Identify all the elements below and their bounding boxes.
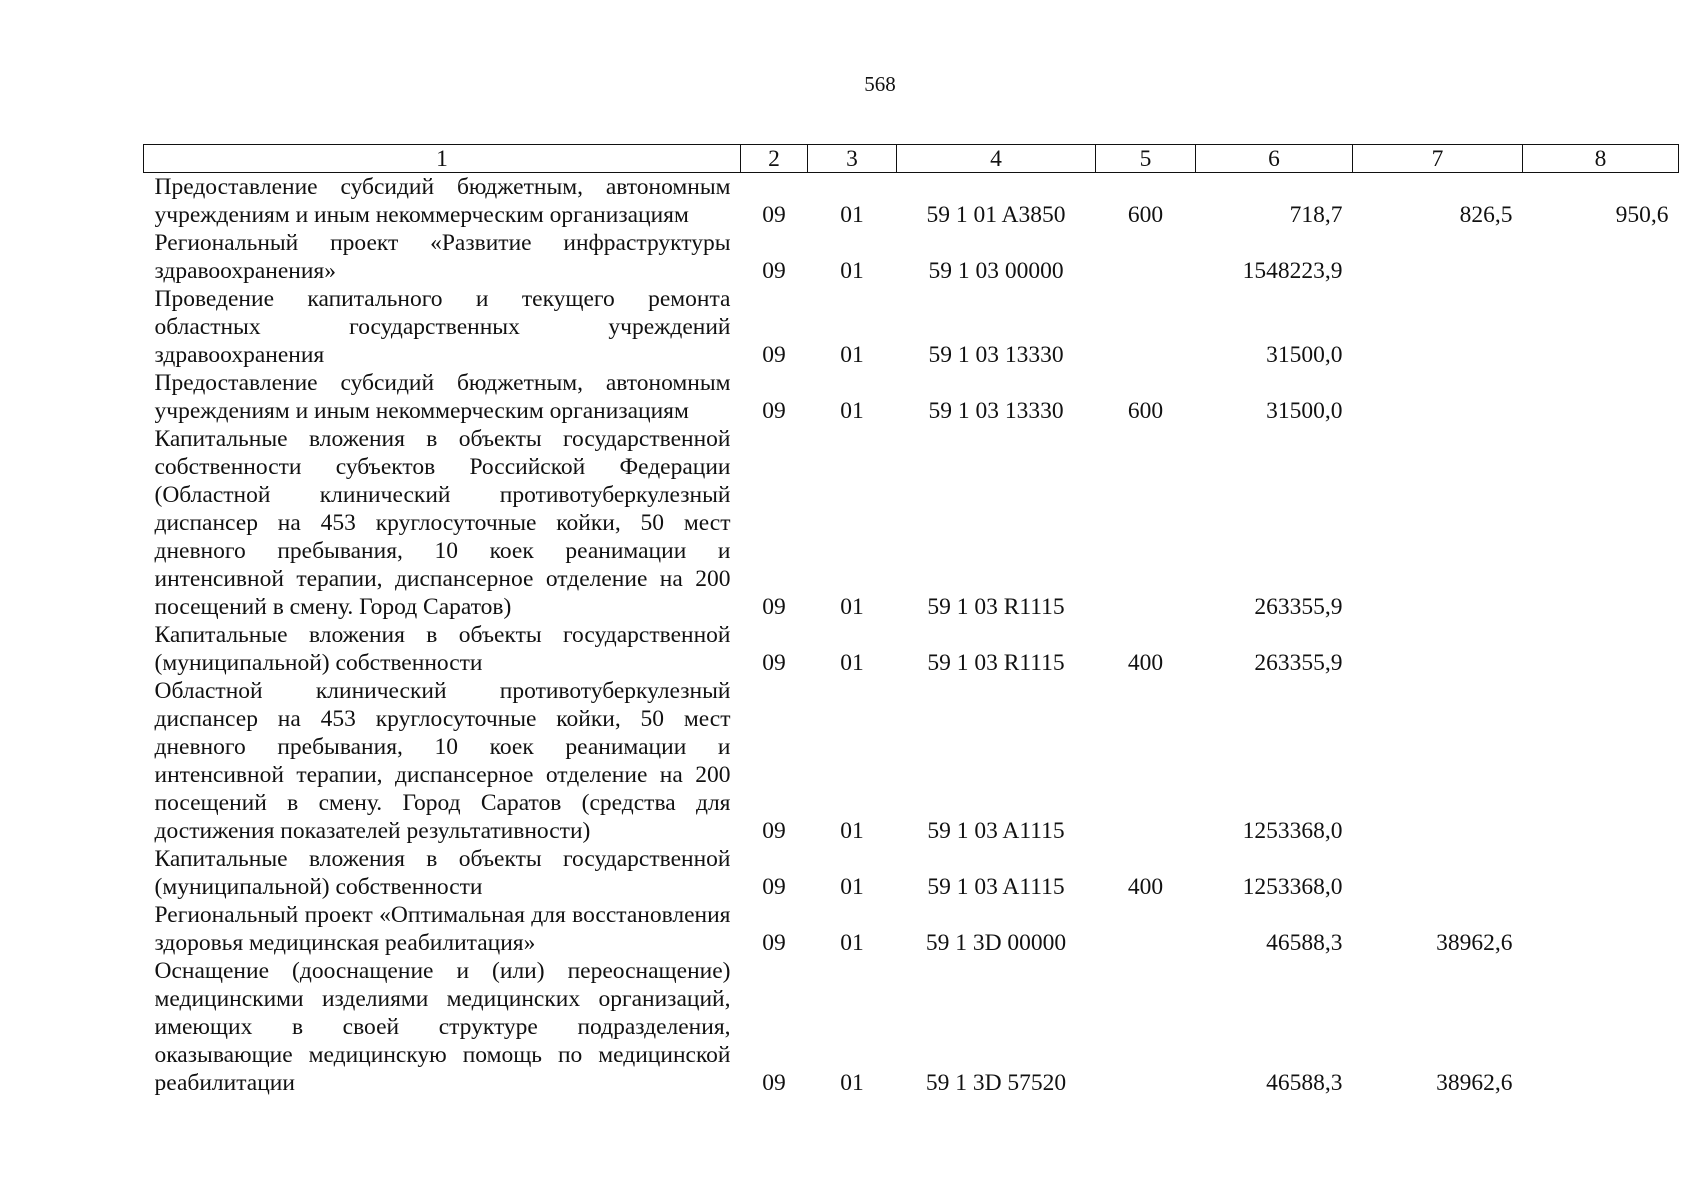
row-expense-type: 400 xyxy=(1127,874,1164,900)
table-row xyxy=(144,425,1679,621)
row-section-code: 09 xyxy=(762,1070,786,1096)
page-number: 568 xyxy=(864,72,896,96)
row-description: Проведение капитального и текущего ремонта областных государственных учреждений здравоохранения xyxy=(154,286,731,368)
table-row xyxy=(144,285,1679,369)
row-section-code: 09 xyxy=(762,650,786,676)
row-description: Региональный проект «Оптимальная для восстановления здоровья медицинская реабилитация» xyxy=(154,902,731,956)
row-section-code: 09 xyxy=(762,258,786,284)
row-section-code: 09 xyxy=(762,930,786,956)
table-row xyxy=(144,957,1679,1097)
row-amount-col8 xyxy=(1523,369,1679,425)
row-target-article: 59 1 03 13330 xyxy=(928,342,1064,368)
row-amount-col7: 826,5 xyxy=(1459,202,1513,228)
table-header xyxy=(144,145,1679,173)
row-amount-col6: 718,7 xyxy=(1289,202,1343,228)
budget-table xyxy=(143,144,1679,1097)
row-section-code: 09 xyxy=(762,202,786,228)
row-description: Предоставление субсидий бюджетным, автономным учреждениям и иным некоммерческим организациям xyxy=(154,370,731,424)
row-expense-type xyxy=(1096,229,1196,285)
column-number-7: 7 xyxy=(1353,145,1523,173)
row-subsection-code: 01 xyxy=(840,202,864,228)
row-amount-col7 xyxy=(1353,229,1523,285)
row-target-article: 59 1 03 A1115 xyxy=(927,874,1065,900)
row-amount-col6: 1253368,0 xyxy=(1242,874,1343,900)
row-subsection-code: 01 xyxy=(840,650,864,676)
row-amount-col8 xyxy=(1523,845,1679,901)
table-row xyxy=(144,229,1679,285)
row-amount-col7 xyxy=(1353,845,1523,901)
row-subsection-code: 01 xyxy=(840,342,864,368)
row-amount-col6: 31500,0 xyxy=(1266,342,1343,368)
row-amount-col8 xyxy=(1523,901,1679,957)
row-amount-col6: 46588,3 xyxy=(1266,930,1343,956)
row-amount-col7 xyxy=(1353,425,1523,621)
row-target-article: 59 1 03 R1115 xyxy=(927,594,1065,620)
row-amount-col6: 263355,9 xyxy=(1254,594,1343,620)
row-target-article: 59 1 03 00000 xyxy=(928,258,1064,284)
row-description: Капитальные вложения в объекты государственной собственности субъектов Российской Федерации (Областной клинический противотуберкулезный диспансер на 453 круглосуточные койки, 50 мест дневного пребывания, 10 коек реанимации и интенсивной терапии, диспансерное отделение на 200 посещений в смену. Город Саратов) xyxy=(154,426,731,620)
row-amount-col7: 38962,6 xyxy=(1436,1070,1513,1096)
row-amount-col8: 950,6 xyxy=(1615,202,1669,228)
row-amount-col6: 31500,0 xyxy=(1266,398,1343,424)
row-target-article: 59 1 03 13330 xyxy=(928,398,1064,424)
row-amount-col7 xyxy=(1353,621,1523,677)
row-description: Областной клинический противотуберкулезный диспансер на 453 круглосуточные койки, 50 мест дневного пребывания, 10 коек реанимации и интенсивной терапии, диспансерное отделение на 200 посещений в смену. Город Саратов (средства для достижения показателей результативности) xyxy=(154,678,731,844)
table-row xyxy=(144,173,1679,230)
row-amount-col8 xyxy=(1523,425,1679,621)
column-number-8: 8 xyxy=(1523,145,1679,173)
row-subsection-code: 01 xyxy=(840,258,864,284)
row-subsection-code: 01 xyxy=(840,818,864,844)
row-description: Капитальные вложения в объекты государственной (муниципальной) собственности xyxy=(154,846,731,900)
header-row xyxy=(144,145,1679,173)
row-section-code: 09 xyxy=(762,398,786,424)
row-amount-col6: 1253368,0 xyxy=(1242,818,1343,844)
table-row xyxy=(144,677,1679,845)
row-description: Региональный проект «Развитие инфраструктуры здравоохранения» xyxy=(154,230,731,284)
row-amount-col6: 263355,9 xyxy=(1254,650,1343,676)
row-target-article: 59 1 3D 00000 xyxy=(925,930,1067,956)
row-section-code: 09 xyxy=(762,594,786,620)
row-amount-col6: 46588,3 xyxy=(1266,1070,1343,1096)
row-section-code: 09 xyxy=(762,818,786,844)
row-description: Капитальные вложения в объекты государственной (муниципальной) собственности xyxy=(154,622,731,676)
row-description: Предоставление субсидий бюджетным, автономным учреждениям и иным некоммерческим организациям xyxy=(154,174,731,228)
column-number-6: 6 xyxy=(1196,145,1353,173)
row-amount-col8 xyxy=(1523,957,1679,1097)
row-expense-type: 600 xyxy=(1127,398,1164,424)
row-subsection-code: 01 xyxy=(840,930,864,956)
column-number-1: 1 xyxy=(144,145,741,173)
row-section-code: 09 xyxy=(762,874,786,900)
row-target-article: 59 1 03 A1115 xyxy=(927,818,1065,844)
table-row xyxy=(144,845,1679,901)
row-amount-col8 xyxy=(1523,621,1679,677)
row-amount-col7 xyxy=(1353,285,1523,369)
row-description: Оснащение (дооснащение и (или) переоснащение) медицинскими изделиями медицинских организаций, имеющих в своей структуре подразделения, оказывающие медицинскую помощь по медицинской реабилитации xyxy=(154,958,731,1096)
row-amount-col7: 38962,6 xyxy=(1436,930,1513,956)
row-amount-col8 xyxy=(1523,285,1679,369)
table-row xyxy=(144,901,1679,957)
row-amount-col6: 1548223,9 xyxy=(1242,258,1343,284)
row-amount-col8 xyxy=(1523,677,1679,845)
column-number-4: 4 xyxy=(897,145,1096,173)
row-expense-type: 400 xyxy=(1127,650,1164,676)
row-expense-type xyxy=(1096,957,1196,1097)
column-number-3: 3 xyxy=(808,145,897,173)
row-expense-type: 600 xyxy=(1127,202,1164,228)
column-number-5: 5 xyxy=(1096,145,1196,173)
row-subsection-code: 01 xyxy=(840,874,864,900)
row-target-article: 59 1 03 R1115 xyxy=(927,650,1065,676)
row-subsection-code: 01 xyxy=(840,1070,864,1096)
row-subsection-code: 01 xyxy=(840,594,864,620)
row-expense-type xyxy=(1096,677,1196,845)
row-expense-type xyxy=(1096,901,1196,957)
column-number-2: 2 xyxy=(741,145,808,173)
row-target-article: 59 1 3D 57520 xyxy=(925,1070,1067,1096)
table-row xyxy=(144,621,1679,677)
row-target-article: 59 1 01 A3850 xyxy=(926,202,1066,228)
row-amount-col7 xyxy=(1353,677,1523,845)
row-expense-type xyxy=(1096,285,1196,369)
table-body xyxy=(144,173,1679,1098)
table-row xyxy=(144,369,1679,425)
row-section-code: 09 xyxy=(762,342,786,368)
row-subsection-code: 01 xyxy=(840,398,864,424)
row-expense-type xyxy=(1096,425,1196,621)
row-amount-col8 xyxy=(1523,229,1679,285)
row-amount-col7 xyxy=(1353,369,1523,425)
